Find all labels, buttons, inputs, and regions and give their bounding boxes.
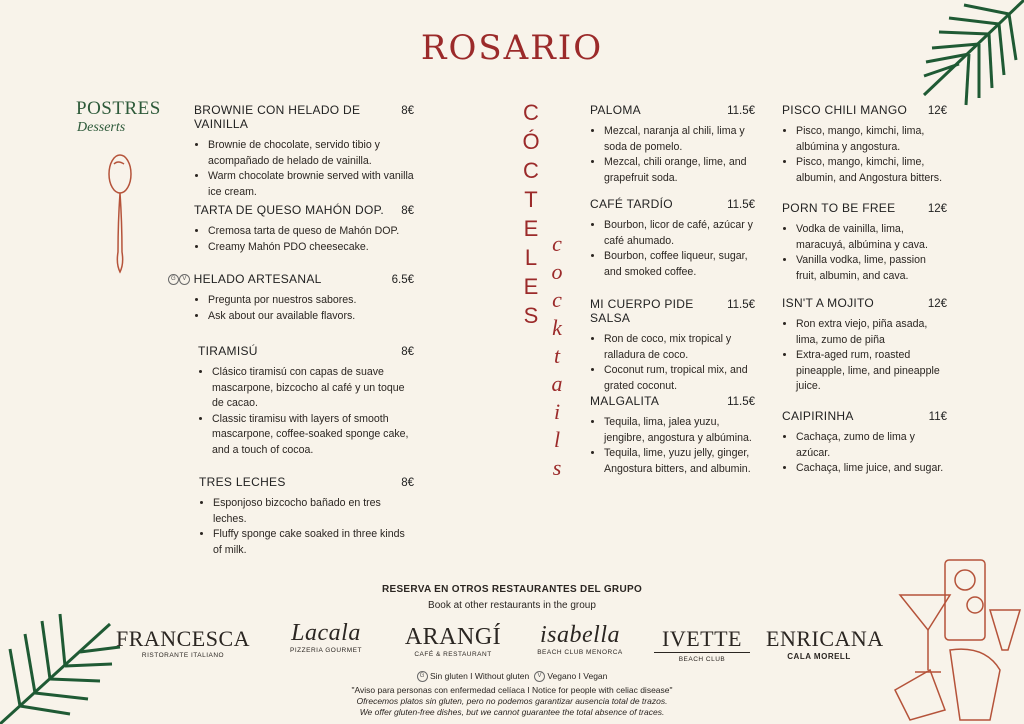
dessert-item-tres-leches	[199, 475, 414, 558]
cocteles-vertical-title	[520, 98, 542, 330]
title-letter: S	[523, 303, 539, 328]
cocktail-item-porn-to-be-free	[782, 201, 947, 284]
dessert-description-es: • Brownie de chocolate, servido tibio y acompañado de helado de vainilla.	[208, 138, 414, 169]
desserts-section-title: POSTRES	[76, 98, 161, 119]
title-letter: c	[552, 231, 562, 256]
cocktail-price: 12€	[927, 298, 947, 310]
dessert-description-en: • Ask about our available flavors.	[208, 309, 414, 325]
dessert-price: 8€	[401, 346, 414, 358]
dessert-name: BROWNIE CON HELADO DE VAINILLA	[194, 103, 361, 131]
brand-tagline: BEACH CLUB	[678, 656, 726, 663]
title-letter: s	[552, 455, 562, 480]
cocktail-description-es: • Tequila, lima, jalea yuzu, jengibre, angostura y albúmina.	[604, 415, 755, 446]
dessert-price: 8€	[401, 105, 414, 117]
legend-vegan: Vegano I Vegan	[547, 671, 608, 681]
cocktail-description-es: • Ron de coco, mix tropical y ralladura de coco.	[604, 332, 755, 363]
dessert-description-es: • Cremosa tarta de queso de Mahón DOP.	[208, 224, 414, 240]
title-letter: l	[553, 427, 561, 452]
cocktail-price: 11€	[928, 411, 947, 423]
cocktail-price: 11.5€	[727, 299, 755, 311]
cocktail-description-es: • Bourbon, licor de café, azúcar y café ahumado.	[604, 218, 755, 249]
cocktail-description-en: • Tequila, lime, yuzu jelly, ginger, Angostura bitters, and albumin.	[604, 446, 755, 477]
brand-isabella[interactable]	[530, 622, 630, 656]
cocktail-description-en: • Pisco, mango, kimchi, lime, albumin, and Angostura bitters.	[796, 155, 947, 186]
cocktail-item-paloma	[590, 103, 755, 186]
celiac-notice-title: "Aviso para personas con enfermedad celíaca I Notice for people with celiac disease"	[351, 685, 673, 695]
cocktail-description-en: • Extra-aged rum, roasted pineapple, lime, and pineapple juice.	[796, 348, 947, 395]
cocktail-item-mi-cuerpo	[590, 297, 755, 394]
vegan-icon: V	[179, 274, 190, 285]
cocktails-vertical-title	[546, 230, 568, 482]
title-letter: k	[552, 315, 562, 340]
dessert-price: 8€	[401, 205, 414, 217]
cocktail-description-es: • Pisco, mango, kimchi, lima, albúmina y angostura.	[796, 124, 947, 155]
title-letter: a	[551, 371, 563, 396]
cocktail-name: PALOMA	[590, 103, 641, 117]
cocktail-name: PISCO CHILI MANGO	[782, 103, 908, 117]
dessert-description-es: • Clásico tiramisú con capas de suave mascarpone, bizcocho al café y un toque de cacao.	[212, 365, 414, 412]
dessert-price: 8€	[401, 477, 414, 489]
spoon-illustration-icon	[104, 152, 136, 276]
dessert-description-en: • Warm chocolate brownie served with vanilla ice cream.	[208, 169, 414, 200]
brand-name: Lacala	[291, 620, 361, 646]
brand-name: ENRICANA	[766, 626, 884, 651]
cocktail-description-en: • Coconut rum, tropical mix, and grated coconut.	[604, 363, 755, 394]
title-letter: o	[551, 259, 563, 284]
cocktail-price: 11.5€	[727, 199, 755, 211]
brand-name: FRANCESCA	[115, 626, 251, 651]
title-letter: E	[523, 216, 539, 241]
brand-name: ARANGÍ	[404, 624, 502, 650]
dessert-price: 6.5€	[391, 274, 414, 286]
gluten-free-icon: G	[168, 274, 179, 285]
brand-lacala[interactable]	[276, 620, 376, 654]
brand-tagline: BEACH CLUB MENORCA	[537, 649, 623, 656]
cocktail-item-malgalita	[590, 394, 755, 477]
cocktail-item-cafe-tardio	[590, 197, 755, 280]
title-letter: t	[553, 343, 561, 368]
cocktail-name: CAFÉ TARDÍO	[590, 197, 673, 211]
celiac-notice-en: We offer gluten-free dishes, but we cannot guarantee the total absence of traces.	[359, 707, 665, 717]
cocktail-description-en: • Mezcal, chili orange, lime, and grapefruit soda.	[604, 155, 755, 186]
title-letter: T	[524, 187, 538, 212]
cocktail-name: CAIPIRINHA	[782, 409, 854, 423]
dessert-description-es: • Pregunta por nuestros sabores.	[208, 293, 414, 309]
cocktail-price: 11.5€	[727, 396, 755, 408]
cocktail-name: MI CUERPO PIDE SALSA	[590, 297, 694, 325]
cocktail-name: ISN'T A MOJITO	[782, 296, 875, 310]
brand-tagline: CALA MORELL	[787, 652, 851, 661]
cocktail-item-isnt-a-mojito	[782, 296, 947, 395]
cocktail-description-es: • Ron extra viejo, piña asada, lima, zumo de piña	[796, 317, 947, 348]
title-letter: C	[523, 100, 539, 125]
desserts-section-subtitle: Desserts	[77, 120, 126, 135]
cocktail-description-es: • Vodka de vainilla, lima, maracuyá, albúmina y cava.	[796, 222, 947, 253]
dessert-name: TIRAMISÚ	[198, 344, 258, 358]
brand-francesca[interactable]	[108, 626, 258, 659]
cocktail-item-pisco	[782, 103, 947, 186]
brand-tagline: PIZZERIA GOURMET	[290, 647, 362, 654]
restaurant-logo: ROSARIO	[420, 28, 604, 68]
cocktail-name: PORN TO BE FREE	[782, 201, 896, 215]
title-letter: L	[524, 245, 538, 270]
brand-arangi[interactable]	[396, 624, 510, 658]
cocktail-name: MALGALITA	[590, 394, 660, 408]
dessert-name	[168, 272, 322, 286]
cocktail-price: 12€	[927, 203, 947, 215]
cocktail-price: 11.5€	[727, 105, 755, 117]
brand-tagline: RISTORANTE ITALIANO	[141, 652, 225, 659]
cocktail-description-es: • Cachaça, zumo de lima y azúcar.	[796, 430, 947, 461]
gluten-free-icon: G	[417, 671, 428, 682]
cocktail-price: 12€	[927, 105, 947, 117]
reserve-title: RESERVA EN OTROS RESTAURANTES DEL GRUPO	[381, 584, 643, 595]
dessert-description-es: • Esponjoso bizcocho bañado en tres leches.	[213, 496, 414, 527]
dessert-item-cheesecake	[194, 203, 414, 255]
dessert-item-icecream	[168, 272, 414, 324]
dessert-name-text: HELADO ARTESANAL	[193, 272, 322, 286]
dessert-name: TRES LECHES	[199, 475, 286, 489]
dessert-description-en: • Classic tiramisu with layers of smooth mascarpone, coffee-soaked sponge cake, and a touch of cocoa.	[212, 412, 414, 459]
reserve-subtitle: Book at other restaurants in the group	[428, 600, 596, 611]
title-letter: C	[523, 158, 539, 183]
title-letter: c	[552, 287, 562, 312]
title-letter: i	[553, 399, 561, 424]
brand-ivette[interactable]	[654, 626, 750, 663]
cocktail-item-caipirinha	[782, 409, 947, 477]
dessert-item-tiramisu	[198, 344, 414, 458]
cocktail-description-en: • Bourbon, coffee liqueur, sugar, and smoked coffee.	[604, 249, 755, 280]
brand-name: isabella	[540, 622, 620, 648]
brand-enricana[interactable]	[766, 626, 884, 661]
vegan-icon: V	[534, 671, 545, 682]
cocktail-description-en: • Vanilla vodka, lime, passion fruit, albumin, and cava.	[796, 253, 947, 284]
title-letter: Ó	[522, 129, 540, 154]
dessert-description-en: • Creamy Mahón PDO cheesecake.	[208, 240, 414, 256]
legend-gluten-free: Sin gluten I Without gluten	[430, 671, 530, 681]
diet-legend	[0, 671, 1024, 682]
title-letter: E	[523, 274, 539, 299]
cocktail-description-en: • Cachaça, lime juice, and sugar.	[796, 461, 947, 477]
brand-name: IVETTE	[654, 626, 750, 653]
dessert-name: TARTA DE QUESO MAHÓN DOP.	[194, 203, 384, 217]
brand-tagline: CAFÉ & RESTAURANT	[414, 651, 492, 658]
dessert-description-en: • Fluffy sponge cake soaked in three kinds of milk.	[213, 527, 414, 558]
dessert-item-brownie	[194, 103, 414, 200]
celiac-notice-es: Ofrecemos platos sin gluten, pero no podemos garantizar ausencia total de trazos.	[356, 696, 668, 706]
cocktail-description-es: • Mezcal, naranja al chili, lima y soda de pomelo.	[604, 124, 755, 155]
